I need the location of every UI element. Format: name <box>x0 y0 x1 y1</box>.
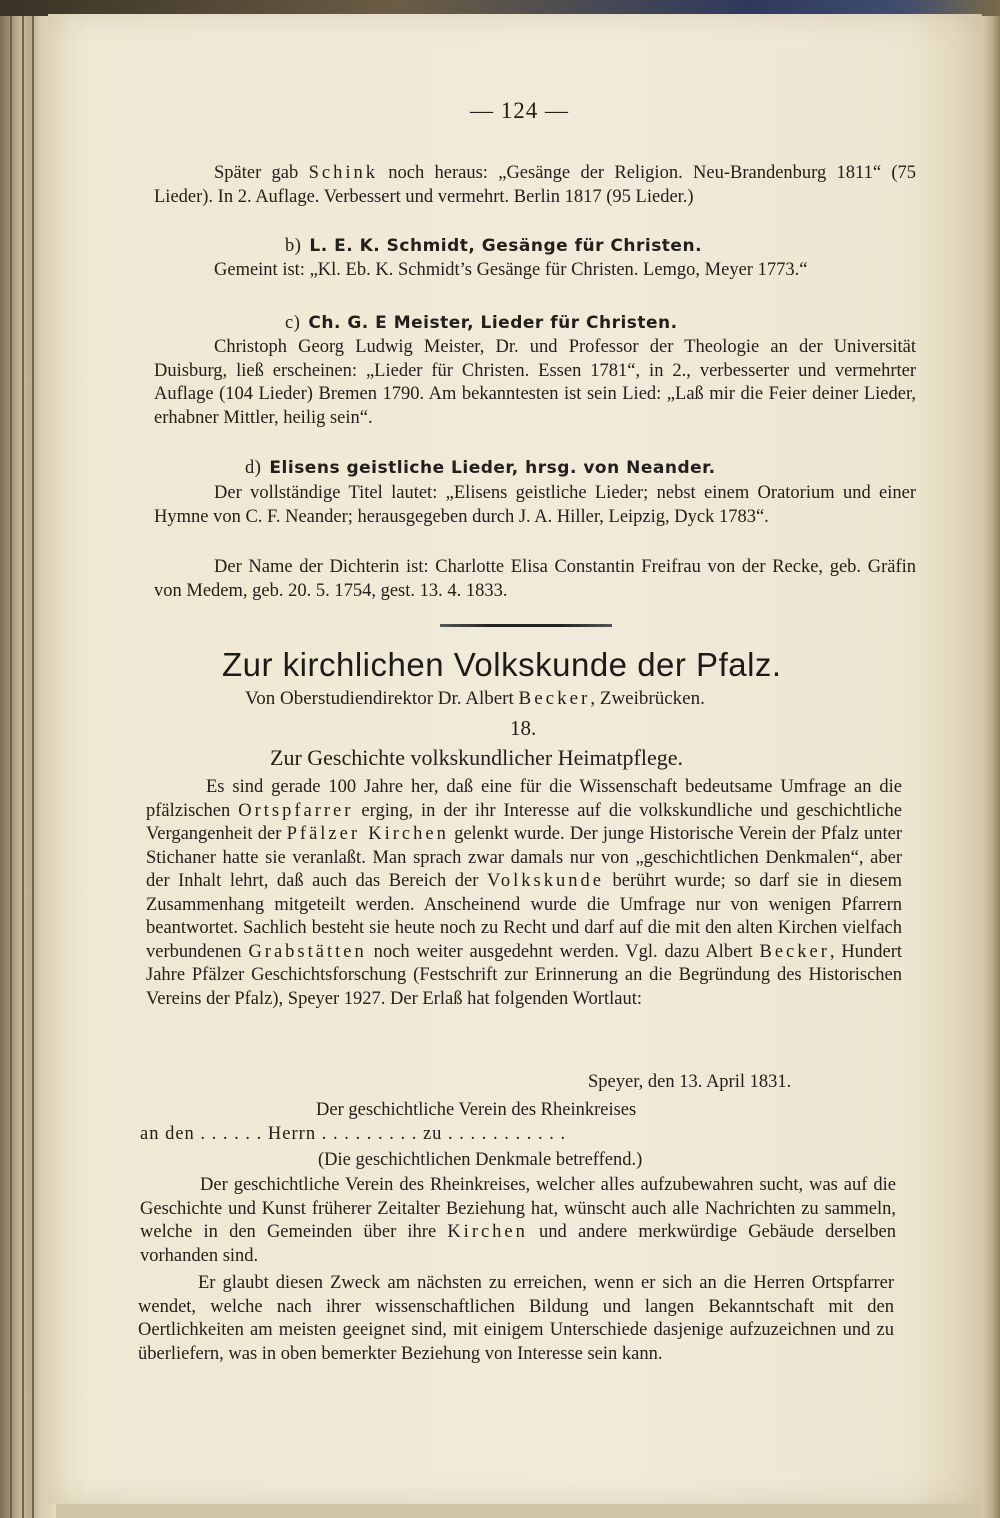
heading-b: b) L. E. K. Schmidt, Gesänge für Christen. <box>285 236 703 256</box>
section-divider <box>440 624 612 627</box>
article-subtitle: Zur Geschichte volkskundlicher Heimatpflege. <box>270 745 683 770</box>
letter-date: Speyer, den 13. April 1831. <box>588 1072 792 1092</box>
article-body: Es sind gerade 100 Jahre her, daß eine für die Wissenschaft bedeutsame Umfrage an die pfälzischen Ortspfarrer erging, in der ihr Interesse auf die volkskundliche und geschichtliche Vergangenheit der Pfälzer Kirchen gelenkt wurde. Der junge Historische Verein der Pfalz unter Stichaner hatte sie veranlaßt. Man sprach zwar damals nur von „geschichtlichen Denkmalen“, aber der Inhalt lehrt, daß auch das Bereich der Volkskunde berührt wurde; so darf sie in diesem Zusammenhang mitgeteilt werden. Anscheinend wurde die Umfrage nur von wenigen Pfarrern beantwortet. Sachlich besteht sie heute noch zu Recht und darf auf die mit den alten Kirchen vielfach verbundenen Grabstätten noch weiter ausgedehnt werden. Vgl. dazu Albert Becker, Hundert Jahre Pfälzer Geschichtsforschung (Festschrift zur Erinnerung an die Begründung des Historischen Vereins der Pfalz), Speyer 1927. Der Erlaß hat folgenden Wortlaut: <box>146 777 903 1009</box>
right-page-edge <box>982 16 1000 1518</box>
paragraph-d: Der vollständige Titel lautet: „Elisens geistliche Lieder; nebst einem Oratorium und einer Hymne von C. F. Neander; herausgegeben durch J. A. Hiller, Leipzig, Dyck 1783“. <box>154 483 916 527</box>
letter-address: an den . . . . . . Herrn . . . . . . . . . zu . . . . . . . . . . . <box>140 1124 567 1144</box>
letter-subject: (Die geschichtlichen Denkmale betreffend.) <box>318 1150 643 1170</box>
heading-c: c) Ch. G. E Meister, Lieder für Christen. <box>285 313 678 333</box>
article-byline: Von Oberstudiendirektor Dr. Albert Becker, Zweibrücken. <box>245 688 705 709</box>
article-number: 18. <box>510 716 537 740</box>
letter-paragraph-2: Er glaubt diesen Zweck am nächsten zu erreichen, wenn er sich an die Herren Ortspfarrer wendet, welche nach ihrer wissenschaftlichen Bildung und langen Bekanntschaft mit den Oertlichkeiten am meisten geeignet sind, mit einigem Unterschiede dasjenige aufzuzeichnen und zu überliefern, was in oben bemerkter Beziehung von Interesse sein kann. <box>138 1273 894 1364</box>
paragraph-c: Christoph Georg Ludwig Meister, Dr. und Professor der Theologie an der Universität Duisburg, ließ erscheinen: „Lieder für Christen. Essen 1781“, in 2., verbesserter und vermehrter Auflage (104 Lieder) Bremen 1790. Am bekanntesten ist sein Lied: „Laß mir die Feier deiner Lieder, erhabner Mittler, heilig sein“. <box>154 337 916 428</box>
article-title: Zur kirchlichen Volkskunde der Pfalz. <box>222 646 782 683</box>
letter-paragraph-1: Der geschichtliche Verein des Rheinkreises, welcher alles aufzubewahren sucht, was auf die Geschichte und Kunst früherer Zeitalter Beziehung hat, wünscht auch alle Nachrichten zu sammeln, welche in den Gemeinden über ihre Kirchen und andere merkwürdige Gebäude derselben vorhanden sind. <box>140 1175 896 1266</box>
heading-d: d) Elisens geistliche Lieder, hrsg. von Neander. <box>245 458 716 478</box>
paragraph-b: Gemeint ist: „Kl. Eb. K. Schmidt’s Gesänge für Christen. Lemgo, Meyer 1773.“ <box>214 260 808 280</box>
paragraph-d2: Der Name der Dichterin ist: Charlotte Elisa Constantin Freifrau von der Recke, geb. Gräfin von Medem, geb. 20. 5. 1754, gest. 13. 4. 1833. <box>154 557 916 601</box>
page-number: — 124 — <box>470 98 569 123</box>
paragraph-schink: Später gab Schink noch heraus: „Gesänge der Religion. Neu-Brandenburg 1811“ (75 Lieder). In 2. Auflage. Verbessert und vermehrt. Berlin 1817 (95 Lieder.) <box>154 163 917 207</box>
letter-sender: Der geschichtliche Verein des Rheinkreises <box>316 1100 637 1120</box>
